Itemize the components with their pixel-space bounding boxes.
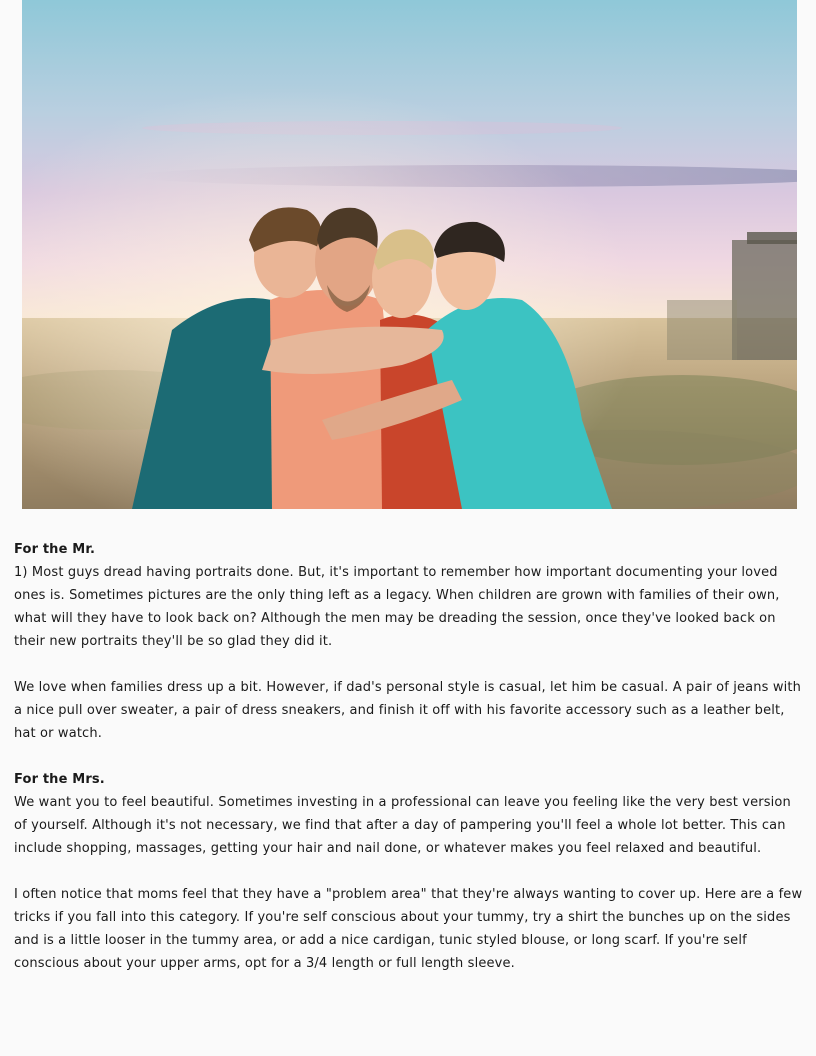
section-heading-mrs: For the Mrs. (14, 772, 105, 787)
paragraph-mr-2: We love when families dress up a bit. However, if dad's personal style is casual, let him be casual. A pair of jeans with a nice pull over sweater, a pair of dress sneakers, and finish it off with his favorite accessory such as a leather belt, hat or watch. (14, 680, 802, 741)
paragraph-mr-1: 1) Most guys dread having portraits done. But, it's important to remember how important documenting your loved ones is. Sometimes pictures are the only thing left as a legacy. When children are grown with families of their own, what will they have to look back on? Although the men may be dreading the session, once they've looked back on their new portraits they'll be so glad they did it. (14, 565, 780, 649)
paragraph-mrs-1: We want you to feel beautiful. Sometimes investing in a professional can leave you feeling like the very best version of yourself. Although it's not necessary, we find that after a day of pampering you'll feel a whole lot better. This can include shopping, massages, getting your hair and nail done, or whatever makes you feel relaxed and beautiful. (14, 795, 791, 856)
family-portrait-photo (22, 0, 797, 509)
paragraph-spacer (14, 653, 804, 676)
paragraph-spacer (14, 745, 804, 768)
section-heading-mr: For the Mr. (14, 542, 96, 557)
paragraph-spacer (14, 860, 804, 883)
article-body (14, 538, 804, 975)
paragraph-mrs-2: I often notice that moms feel that they have a "problem area" that they're always wanting to cover up. Here are a few tricks if you fall into this category. If you're self conscious about your tummy, try a shirt the bunches up on the sides and is a little looser in the tummy area, or add a nice cardigan, tunic styled blouse, or long scarf. If you're self conscious about your upper arms, opt for a 3/4 length or full length sleeve. (14, 887, 803, 971)
